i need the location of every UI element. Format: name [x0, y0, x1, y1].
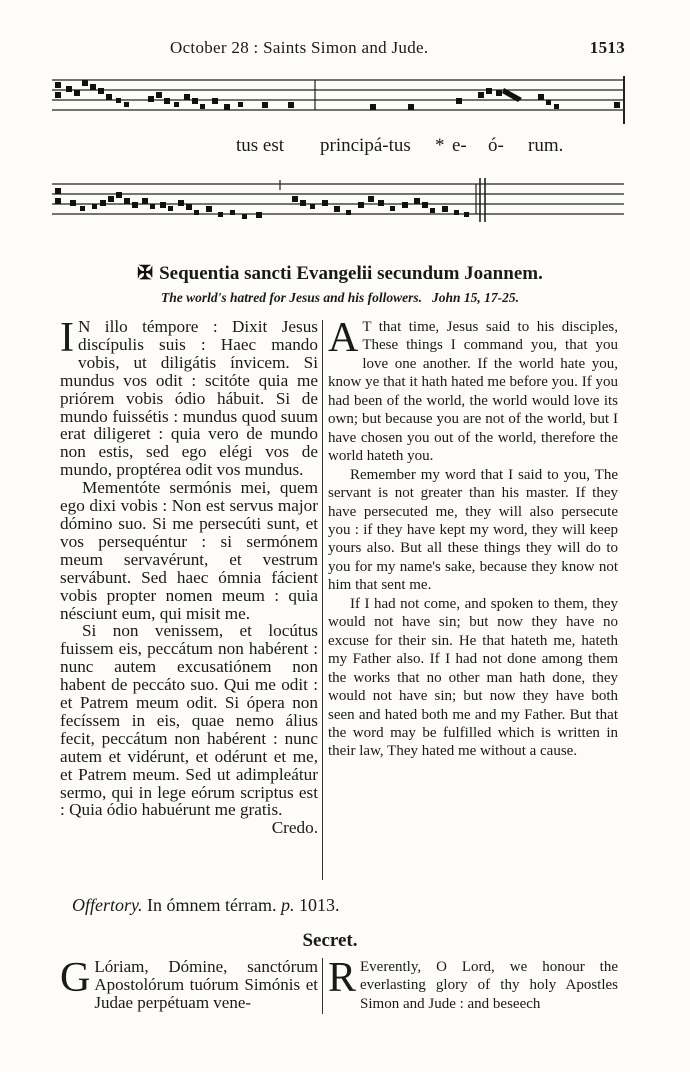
chant-staff-2	[52, 178, 627, 228]
latin-paragraph-3-text: Si non venissem, et locútus fuissem eis, peccátum non habérent : nunc autem excusatiónem non habent de peccáto suo. Qui me odit : et Patrem meum odit. Si ópera non fecíssem in eis, quae nemo álius fecit, peccátum non habérent : nunc autem et vidérunt, et odérunt et me, et Patrem meum. Sed ut adimpleátur sermo, qui in lege eórum scriptus est : Quia ódio habuérunt me gratis.	[60, 621, 318, 820]
offertory-text: In ómnem térram.	[147, 895, 277, 915]
secret-latin-text: Lóriam, Dómine, sanctórum Apostolórum tuórum Simónis et Judae perpétuam vene-	[94, 957, 318, 1012]
offertory-page-ref: 1013.	[298, 895, 340, 915]
gospel-reference: John 15, 17-25.	[432, 290, 520, 305]
latin-paragraph-1	[60, 315, 318, 480]
chant-syllable: *	[435, 135, 445, 156]
english-dropcap: A	[328, 315, 359, 361]
chant-syllable: principá-tus	[320, 135, 411, 156]
chant-staff-1-drawing	[52, 68, 627, 128]
english-paragraph-1	[328, 315, 618, 466]
offertory-line	[72, 895, 339, 916]
gospel-summary: The world's hatred for Jesus and his followers.	[160, 290, 423, 305]
secret-column-divider	[322, 958, 323, 1014]
chant-syllable: e-	[452, 135, 467, 156]
secret-english-text: Everently, O Lord, we honour the everlasting glory of thy holy Apostles Simon and Jude : and beseech	[360, 959, 618, 1012]
latin-dropcap: I	[60, 315, 74, 361]
secret-latin-paragraph	[60, 955, 318, 1012]
chant-syllable: tus est	[236, 135, 285, 156]
running-head	[40, 38, 625, 60]
running-head-title: October 28 : Saints Simon and Jude.	[170, 38, 429, 57]
offertory-page-label: p.	[280, 895, 295, 915]
gospel-subheading	[40, 290, 640, 306]
offertory-label: Offertory.	[72, 895, 143, 915]
secret-english-dropcap: R	[328, 955, 357, 1001]
latin-paragraph-2: Mementóte sermónis mei, quem ego dixi vobis : Non est servus major dómino suo. Si me persecúti sunt, et vos persequéntur : si sermónem meum servavérunt, et vestrum servábunt. Sed haec ómnia fácient vobis propter nomen meum : quia nésciunt eum, qui misit me.	[60, 478, 318, 623]
column-divider	[322, 320, 323, 880]
chant-staff-1	[52, 68, 627, 128]
gospel-english-column	[328, 315, 618, 761]
gospel-heading	[40, 262, 640, 285]
chant-lyrics	[40, 135, 630, 161]
latin-paragraph-1-text: N illo témpore : Dixit Jesus discípulis suis : Haec mando vobis, ut diligátis ínvicem. Si mundus vos odit : scitóte quia me priórem vobis ódio hábuit. Si de mundo fuissétis : mundus quod suum erat diligeret : quia vero de mundo non estis, sed ego elégi vos de mundo, proptérea odit vos mundus.	[60, 317, 318, 480]
credo-rubric: Credo.	[271, 818, 318, 838]
secret-latin-column	[60, 955, 318, 1012]
gospel-heading-text: Sequentia sancti Evangelii secundum Joannem.	[159, 263, 543, 284]
latin-paragraph-3	[60, 621, 318, 838]
secret-english-paragraph	[328, 955, 618, 1013]
english-paragraph-1-text: T that time, Jesus said to his disciples, These things I command you, that you love one another. If the world hate you, know ye that it hath hated me before you. If you had been of the world, the world would love its own; but because you are not of the world, but I have chosen you out of the world, therefore the world hateth you.	[328, 319, 618, 465]
chant-staff-2-drawing	[52, 178, 627, 228]
gospel-latin-column	[60, 315, 318, 838]
secret-latin-dropcap: G	[60, 955, 91, 1001]
english-paragraph-2: Remember my word that I said to you, The servant is not greater than his master. If they have persecuted me, they will also persecute you : if they have kept my word, they will keep yours also. But all these things they will do to you for my name's sake, because they know not him that sent me.	[328, 466, 618, 594]
chant-syllable: ó-	[488, 135, 504, 156]
page-number: 1513	[589, 38, 625, 57]
secret-heading: Secret.	[302, 930, 358, 951]
english-paragraph-3: If I had not come, and spoken to them, they would not have sin; but now they have no excuse for their sin. He that hateth me, hateth my Father also. If I had not done among them the works that no other man hath done, they would not have sin; but now they have both seen and hated both me and my Father. But that the word may be fulfilled which is written in their law, They hated me without a cause.	[328, 595, 618, 760]
cross-icon: ✠	[137, 263, 154, 284]
chant-syllable: rum.	[528, 135, 564, 156]
secret-english-column	[328, 955, 618, 1013]
